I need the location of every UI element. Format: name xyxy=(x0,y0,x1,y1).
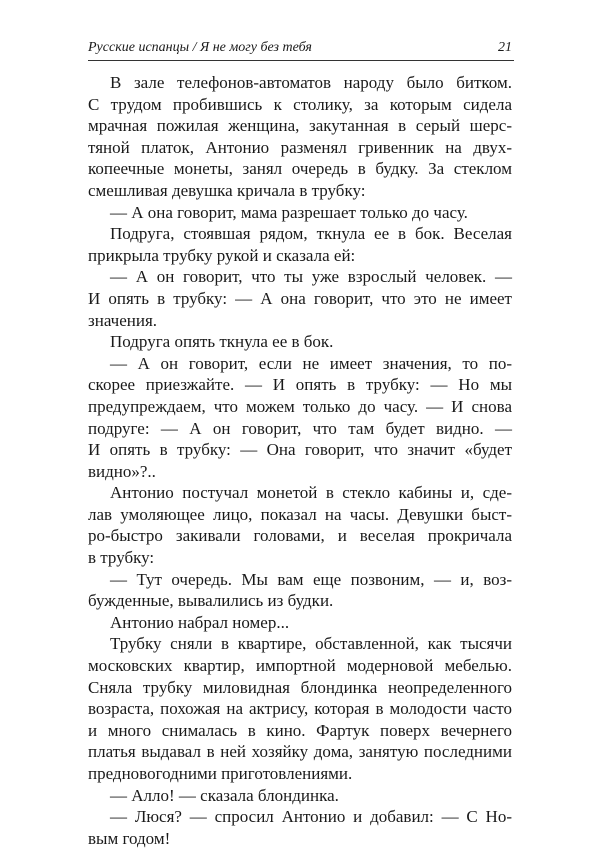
text-line: — Алло! — сказала блондинка. xyxy=(110,785,339,805)
text-line: И опять в трубку: — Она говорит, что значит «будет xyxy=(88,440,512,460)
text-line: мрачная пожилая женщина, закутанная в серый шерс- xyxy=(88,116,512,136)
text-line: В зале телефонов-автоматов народу было битком. xyxy=(110,73,512,92)
text-line: значения. xyxy=(88,310,158,330)
page-number: 21 xyxy=(498,40,512,55)
text-line: платья выдавал в ней хозяйку дома, занятую последними xyxy=(88,742,512,762)
text-line: вым годом! xyxy=(88,828,171,848)
text-line: Трубку сняли в квартире, обставленной, как тысячи xyxy=(110,634,512,654)
text-line: И опять в трубку: — А она говорит, что это не имеет xyxy=(88,288,512,308)
text-line: бужденные, вывалились из будки. xyxy=(88,591,334,611)
text-line: прикрыла трубку рукой и сказала ей: xyxy=(88,245,356,265)
text-line: Подруга опять ткнула ее в бок. xyxy=(110,332,334,352)
text-line: и много снималась в кино. Фартук поверх вечернего xyxy=(88,720,512,740)
text-line: предупреждаем, что можем только до часу. — И снова xyxy=(88,396,512,416)
text-line: видно»?.. xyxy=(88,461,156,481)
text-line: Антонио набрал номер... xyxy=(110,612,290,632)
text-line: подруге: — А он говорит, что там будет видно. — xyxy=(88,418,512,438)
text-line: скорее приезжайте. — И опять в трубку: — Но мы xyxy=(88,375,512,395)
text-line: — А он говорит, если не имеет значения, то по- xyxy=(110,353,512,373)
text-line: — А она говорит, мама разрешает только до часу. xyxy=(110,202,468,222)
text-line: ро-быстро закивали головами, и веселая прокричала xyxy=(88,526,512,546)
text-line: в трубку: xyxy=(88,548,155,568)
text-line: Антонио постучал монетой в стекло кабины и, сде- xyxy=(110,483,512,503)
text-line: тяной платок, Антонио разменял гривенник на двух- xyxy=(88,137,512,157)
body-text xyxy=(88,72,512,849)
text-line: — Люся? — спросил Антонио и добавил: — С Но- xyxy=(110,807,512,827)
header-rule xyxy=(88,60,514,61)
text-line: Сняла трубку миловидная блондинка неопределенного xyxy=(88,677,512,697)
text-line: — А он говорит, что ты уже взрослый человек. — xyxy=(110,267,512,287)
running-head xyxy=(88,40,512,60)
text-line: московских квартир, импортной модерновой мебелью. xyxy=(88,656,512,676)
text-line: — Тут очередь. Мы вам еще позвоним, — и, воз- xyxy=(110,569,512,589)
text-line: копеечные монеты, занял очередь в будку. За стеклом xyxy=(88,159,512,179)
text-line: лав умоляющее лицо, показал на часы. Девушки быст- xyxy=(88,504,512,524)
text-line: смешливая девушка кричала в трубку: xyxy=(88,180,366,200)
running-head-title: Русские испанцы / Я не могу без тебя xyxy=(88,40,312,55)
text-line: предновогодними приготовлениями. xyxy=(88,764,353,783)
text-line: Подруга, стоявшая рядом, ткнула ее в бок. Веселая xyxy=(110,224,512,244)
text-line: возраста, похожая на актрису, которая в молодости часто xyxy=(88,699,512,719)
text-line: С трудом пробившись к столику, за которым сидела xyxy=(88,94,512,114)
